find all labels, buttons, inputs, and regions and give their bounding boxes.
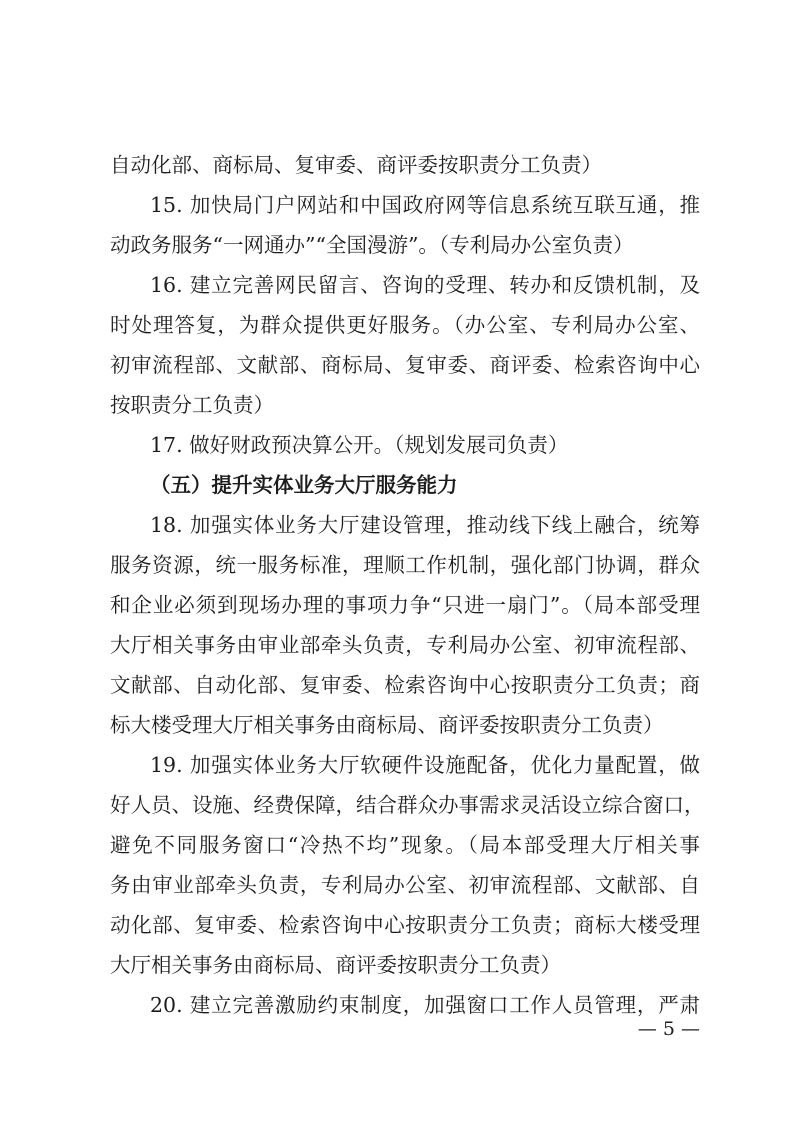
- text-line: 文献部、自动化部、复审委、检索咨询中心按职责分工负责；商: [110, 673, 700, 697]
- text-line: 服务资源，统一服务标准，理顺工作机制，强化部门协调，群众: [110, 553, 700, 577]
- text-line: 动化部、复审委、检索咨询中心按职责分工负责；商标大楼受理: [110, 913, 700, 937]
- page-number: — 5 —: [637, 1018, 700, 1040]
- text-line: 和企业必须到现场办理的事项力争“只进一扇门”。（局本部受理: [110, 593, 700, 617]
- item-20-line: 20. 建立完善激励约束制度，加强窗口工作人员管理，严肃: [150, 993, 700, 1017]
- section-heading: （五）提升实体业务大厅服务能力: [150, 473, 458, 497]
- text-line: 自动化部、商标局、复审委、商评委按职责分工负责）: [110, 153, 602, 177]
- text-line: 大厅相关事务由商标局、商评委按职责分工负责）: [110, 953, 561, 977]
- text-line: 动政务服务“一网通办”“全国漫游”。（专利局办公室负责）: [110, 233, 634, 257]
- item-18-line: 18. 加强实体业务大厅建设管理，推动线下线上融合，统筹: [150, 513, 700, 537]
- text-line: 务由审业部牵头负责，专利局办公室、初审流程部、文献部、自: [110, 873, 700, 897]
- item-17-line: 17. 做好财政预决算公开。（规划发展司负责）: [150, 433, 569, 457]
- item-19-line: 19. 加强实体业务大厅软硬件设施配备，优化力量配置，做: [150, 753, 700, 777]
- item-16-line: 16. 建立完善网民留言、咨询的受理、转办和反馈机制，及: [150, 273, 700, 297]
- text-line: 大厅相关事务由审业部牵头负责，专利局办公室、初审流程部、: [110, 633, 700, 657]
- text-line: 避免不同服务窗口“冷热不均”现象。（局本部受理大厅相关事: [110, 833, 700, 857]
- item-15-line: 15. 加快局门户网站和中国政府网等信息系统互联互通，推: [150, 193, 700, 217]
- text-line: 按职责分工负责）: [110, 393, 274, 417]
- text-line: 好人员、设施、经费保障，结合群众办事需求灵活设立综合窗口，: [110, 793, 705, 817]
- text-line: 标大楼受理大厅相关事务由商标局、商评委按职责分工负责）: [110, 713, 664, 737]
- text-line: 时处理答复，为群众提供更好服务。（办公室、专利局办公室、: [110, 313, 700, 337]
- text-line: 初审流程部、文献部、商标局、复审委、商评委、检索咨询中心: [110, 353, 700, 377]
